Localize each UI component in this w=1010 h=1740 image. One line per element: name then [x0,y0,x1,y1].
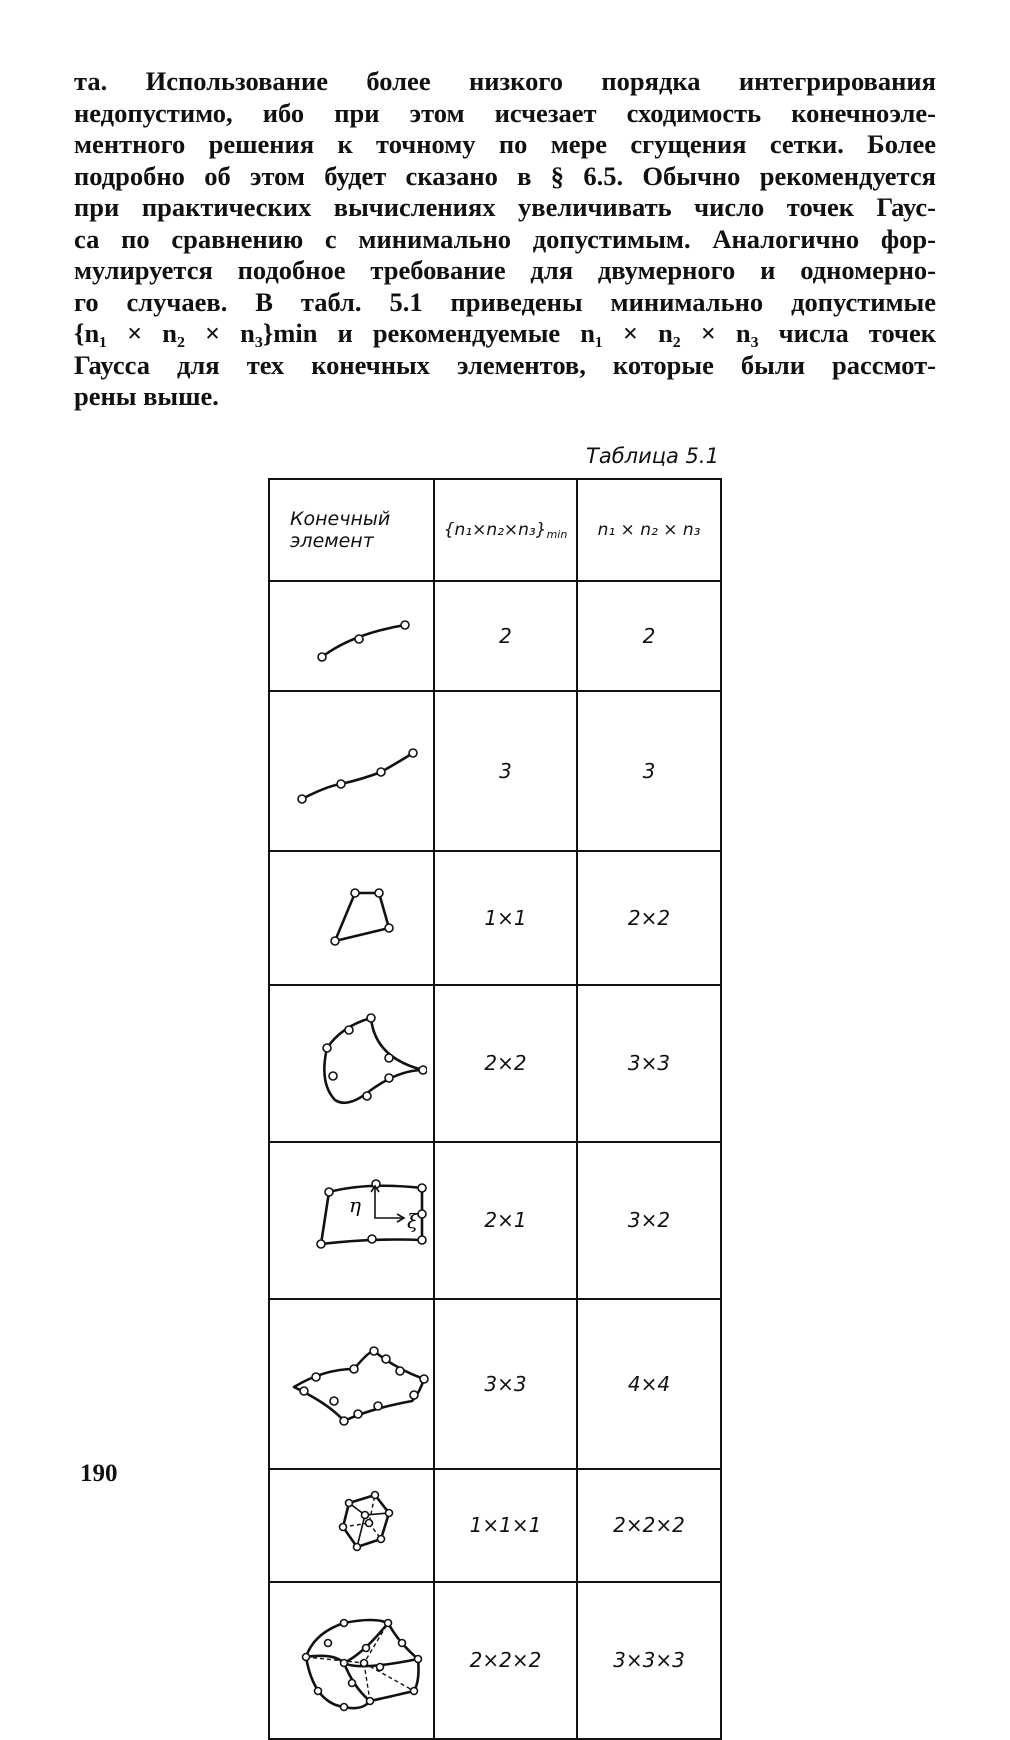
recommended-cell: 2 [577,581,721,691]
table-row [269,1582,721,1739]
header-element-line: Конечный [290,508,391,531]
header-element [269,479,434,581]
min-cell: 2 [434,581,577,691]
eta-label: η [348,1193,361,1218]
text-line: ментного решения к точному по мере сгущения сетки. Более [74,129,936,159]
element-cell [269,1469,434,1582]
table-row [269,581,721,691]
xi-label: ξ [406,1209,418,1234]
text-line: Гаусса для тех конечных элементов, которые были рассмот- [74,349,936,380]
recommended-cell: 3×3×3 [577,1582,721,1739]
cubic-quadrilateral-element-icon [274,1329,429,1439]
element-cell [269,851,434,985]
text-line: рены выше. [74,381,219,411]
element-cell [269,1142,434,1299]
min-cell: 2×1 [434,1142,577,1299]
header-min [434,479,577,581]
text-line: мулируется подобное требование для двумерного и одномерно- [74,255,936,285]
table-row [269,851,721,985]
curved-quadrilateral-element-icon [277,1008,427,1118]
recommended-cell: 4×4 [577,1299,721,1469]
header-min-main: {n₁×n₂×n₃} [443,519,547,540]
table-header-row [269,479,721,581]
min-cell: 3 [434,691,577,851]
recommended-cell: 2×2×2 [577,1469,721,1582]
cubic-line-element-icon [277,721,427,821]
table-caption: Таблица 5.1 [586,444,719,468]
recommended-cell: 3 [577,691,721,851]
element-cell [269,1299,434,1469]
body-paragraph [74,66,936,413]
text-line: са по сравнению с минимально допустимым. Аналогично фор- [74,223,936,254]
header-element-line: элемент [290,530,374,553]
text-line: недопустимо, ибо при этом исчезает сходимость конечноэле- [74,97,936,128]
element-cell [269,985,434,1142]
quadratic-hexahedron-element-icon [274,1603,429,1718]
quadratic-line-element-icon [277,601,427,671]
header-min-sub: min [546,527,568,541]
header-recommended: n₁ × n₂ × n₃ [577,479,721,581]
min-cell: 1×1×1 [434,1469,577,1582]
text-line: подробно об этом будет сказано в § 6.5. Обычно рекомендуется [74,160,936,191]
recommended-cell: 3×2 [577,1142,721,1299]
min-cell: 2×2×2 [434,1582,577,1739]
table-row [269,691,721,851]
min-cell: 3×3 [434,1299,577,1469]
element-cell [269,1582,434,1739]
text-line: та. Использование более низкого порядка интегрирования [74,66,936,96]
recommended-cell: 3×3 [577,985,721,1142]
text-line: {n₁ × n₂ × n₃}min и рекомендуемые n₁ × n₂ × n₃ числа точек [74,318,936,348]
table-row [269,1142,721,1299]
element-cell [269,581,434,691]
page-number: 190 [80,1460,118,1487]
table-row [269,1469,721,1582]
linear-quadrilateral-element-icon [277,873,427,963]
linear-hexahedron-element-icon [277,1485,427,1565]
min-cell: 1×1 [434,851,577,985]
min-cell: 2×2 [434,985,577,1142]
recommended-cell: 2×2 [577,851,721,985]
mixed-quadrilateral-element-icon [277,1170,427,1270]
element-cell [269,691,434,851]
table-row [269,985,721,1142]
text-line: при практических вычислениях увеличивать число точек Гаус- [74,192,936,222]
table-row [269,1299,721,1469]
text-line: го случаев. В табл. 5.1 приведены минимально допустимые [74,286,936,317]
gauss-points-table [268,478,722,1740]
